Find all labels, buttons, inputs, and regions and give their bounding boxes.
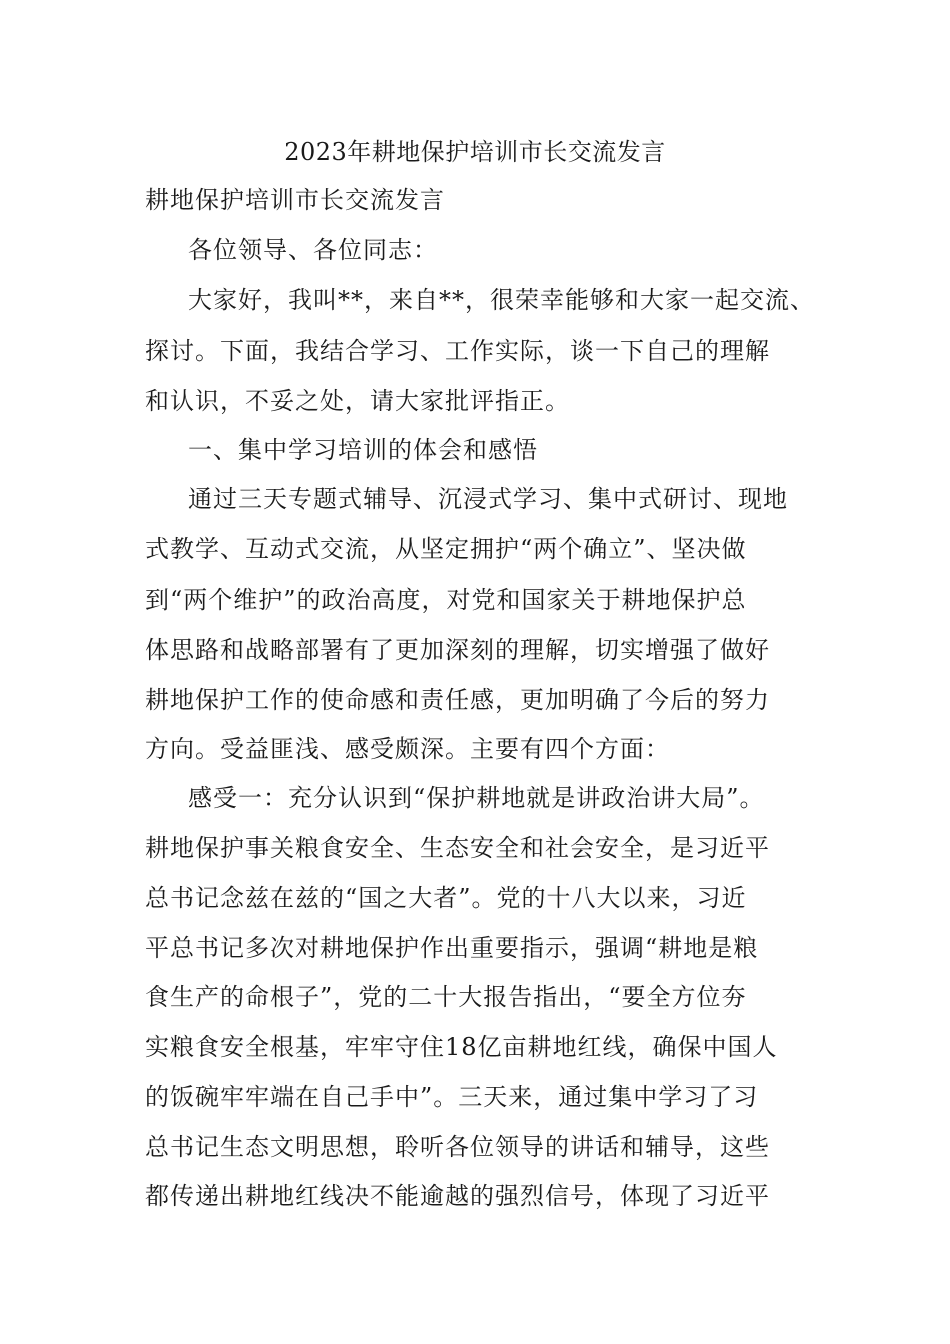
paragraph-line: 都传递出耕地红线决不能逾越的强烈信号，体现了习近平 <box>145 1182 770 1210</box>
paragraph-line: 式教学、互动式交流，从坚定拥护“两个确立”、坚决做 <box>145 535 747 563</box>
paragraph-line: 探讨。下面，我结合学习、工作实际，谈一下自己的理解 <box>145 337 770 365</box>
paragraph-line: 平总书记多次对耕地保护作出重要指示，强调“耕地是粮 <box>145 934 759 962</box>
subtitle-line: 耕地保护培训市长交流发言 <box>145 186 445 214</box>
document-title: 2023年耕地保护培训市长交流发言 <box>284 138 666 166</box>
paragraph-line: 总书记生态文明思想，聆听各位领导的讲话和辅导，这些 <box>145 1133 770 1161</box>
paragraph-line: 食生产的命根子”，党的二十大报告指出，“要全方位夯 <box>145 983 747 1011</box>
section-heading: 一、集中学习培训的体会和感悟 <box>188 436 538 464</box>
paragraph-line: 耕地保护工作的使命感和责任感，更加明确了今后的努力 <box>145 686 770 714</box>
paragraph-line: 方向。受益匪浅、感受颇深。主要有四个方面： <box>145 735 670 763</box>
salutation-line: 各位领导、各位同志： <box>188 236 438 264</box>
paragraph-line: 通过三天专题式辅导、沉浸式学习、集中式研讨、现地 <box>188 485 788 513</box>
paragraph-line: 体思路和战略部署有了更加深刻的理解，切实增强了做好 <box>145 636 770 664</box>
paragraph-line: 到“两个维护”的政治高度，对党和国家关于耕地保护总 <box>145 586 747 614</box>
paragraph-line: 的饭碗牢牢端在自己手中”。三天来，通过集中学习了习 <box>145 1083 759 1111</box>
paragraph-line: 总书记念兹在兹的“国之大者”。党的十八大以来，习近 <box>145 884 747 912</box>
paragraph-line: 耕地保护事关粮食安全、生态安全和社会安全，是习近平 <box>145 834 770 862</box>
paragraph-line: 和认识，不妥之处，请大家批评指正。 <box>145 387 570 415</box>
paragraph-line: 实粮食安全根基，牢牢守住18亿亩耕地红线，确保中国人 <box>145 1033 778 1061</box>
paragraph-line: 大家好，我叫**，来自**，很荣幸能够和大家一起交流、 <box>188 286 815 314</box>
paragraph-line: 感受一：充分认识到“保护耕地就是讲政治讲大局”。 <box>188 784 765 812</box>
